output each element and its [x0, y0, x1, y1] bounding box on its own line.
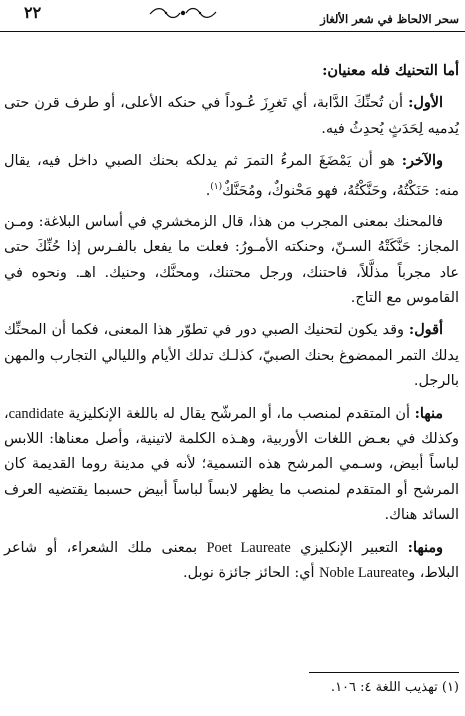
paragraph-label: ومنها:: [407, 538, 444, 556]
paragraph-intro: [4, 58, 459, 84]
paragraph-text: أن تُحنِّكَ الدَّابة، أي تَغرِزَ عُـوداً في حنكه الأعلى، أو طرف قرن حتى يُدميه لِحَدَثٍ يُحدِثُ فيه.: [4, 95, 459, 137]
paragraph-text: وقد يكون لتحنيك الصبي دور في تطوّر هذا المعنى، فكما أن المحنِّك يدلك التمر الممضوغ بحنك الصبيّ، كذلـك تدلك الأيام والليالي التجارب والمهن بالرجل.: [4, 322, 459, 390]
paragraph-first-meaning: [4, 90, 459, 142]
latin-term: Poet Laureate: [206, 539, 291, 556]
main-text: [4, 58, 459, 587]
paragraph-second-meaning: [4, 148, 459, 204]
footnote-text: تهذيب اللغة ٤: ١٠٦.: [330, 680, 438, 695]
paragraph-i-say: [4, 317, 459, 394]
ornament-icon: [148, 6, 218, 20]
footnote-mark: (١): [441, 680, 459, 695]
footnote-marker: (١): [210, 181, 223, 192]
latin-term: candidate: [8, 405, 64, 422]
paragraph-label: الأول:: [408, 94, 443, 112]
page-number: ٢٢: [24, 3, 42, 22]
paragraph-label: منها:: [414, 404, 443, 422]
paragraph-end: .: [205, 182, 211, 199]
paragraph-text: هو أن يَمْضَغَ المرءُ التمرَ ثم يدلكه بحنك الصبي داخل فيه، يقال منه: حَنَكْتُهُ، وحَنَّكْتُهُ، فهو مَحْنوكٌ، ومُحَنَّكٌ: [4, 153, 459, 199]
paragraph-experienced: [4, 210, 459, 312]
running-title: سحر الالحاظ في شعر الألغاز: [320, 12, 459, 26]
paragraph-text: أي: الحائز جائزة نوبل.: [183, 565, 320, 582]
paragraph-label: والآخر:: [401, 152, 443, 170]
paragraph-text: ، وكذلك في بعـض اللغات الأوربية، وهـذه الكلمة لاتينية، وأصل معناها: اللابس لباساً أبيض، وسـمي المرشح هذه التسمية؛ لأنه في مدينة روما القديمة كان المرشح أو المتقدم لمنصب ما يظهر لابساً لباساً أبيض حسبما يقتضيه العرف السائد هناك.: [4, 405, 459, 524]
paragraph-text: فالمحنك بمعنى المجرب من هذا، قال الزمخشري في أساس البلاغة: ومـن المجاز: حَنَّكَتْهُ السـنّ، وحنكته الأمـورُ: فعلت ما يفعل بالفـرس إذا حُنِّكَ حتى عاد مجرباً مذلَّلاً، فاحتنك، ورجل محتنك، ومحنَّك، وحنيك. اهـ. ونحوه في القاموس مع التاج.: [4, 213, 459, 307]
footnote-rule: [309, 672, 459, 673]
latin-term: Noble Laureate: [319, 565, 409, 582]
paragraph-text: أن المتقدم لمنصب ما، أو المرشّح يقال له باللغة الإنكليزية: [63, 405, 415, 422]
paragraph-candidate: [4, 401, 459, 529]
paragraph-text: بمعنى ملك الشعراء، أو شاعر البلاط، و: [4, 539, 459, 582]
paragraph-text: التعبير الإنكليزي: [290, 539, 408, 556]
header-rule: [0, 31, 465, 32]
intro-heading: أما التحنيك فله معنيان:: [322, 62, 459, 79]
paragraph-laureate: [4, 535, 459, 587]
footnote: [331, 680, 459, 695]
paragraph-label: أقول:: [408, 321, 443, 339]
